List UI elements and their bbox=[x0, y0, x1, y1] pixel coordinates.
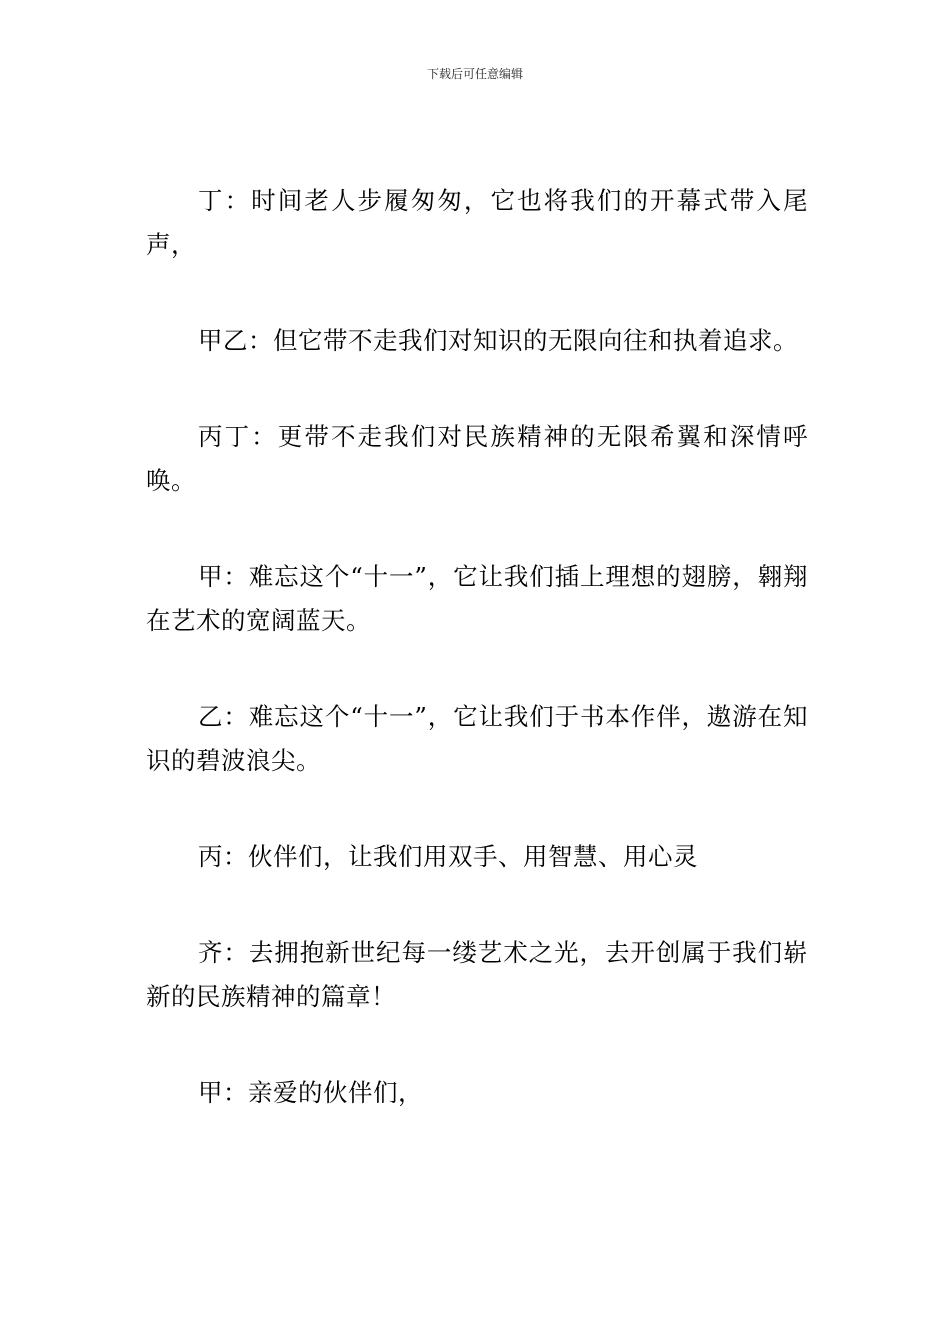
paragraph-5: 乙：难忘这个“十一”，它让我们于书本作伴，遨游在知识的碧波浪尖。 bbox=[146, 702, 808, 775]
paragraph-6: 丙：伙伴们，让我们用双手、用智慧、用心灵 bbox=[198, 842, 698, 871]
page-header-note: 下载后可任意编辑 bbox=[426, 67, 523, 81]
paragraph-8: 甲：亲爱的伙伴们， bbox=[198, 1078, 423, 1107]
document-body bbox=[146, 179, 808, 1167]
paragraph-1: 丁：时间老人步履匆匆，它也将我们的开幕式带入尾声， bbox=[146, 186, 808, 259]
paragraph-2: 甲乙：但它带不走我们对知识的无限向往和执着追求。 bbox=[198, 326, 798, 355]
paragraph-3: 丙丁：更带不走我们对民族精神的无限希翼和深情呼唤。 bbox=[146, 422, 808, 495]
paragraph-4: 甲：难忘这个“十一”，它让我们插上理想的翅膀，翱翔在艺术的宽阔蓝天。 bbox=[146, 562, 808, 635]
paragraph-7: 齐：去拥抱新世纪每一缕艺术之光，去开创属于我们崭新的民族精神的篇章！ bbox=[146, 938, 808, 1011]
